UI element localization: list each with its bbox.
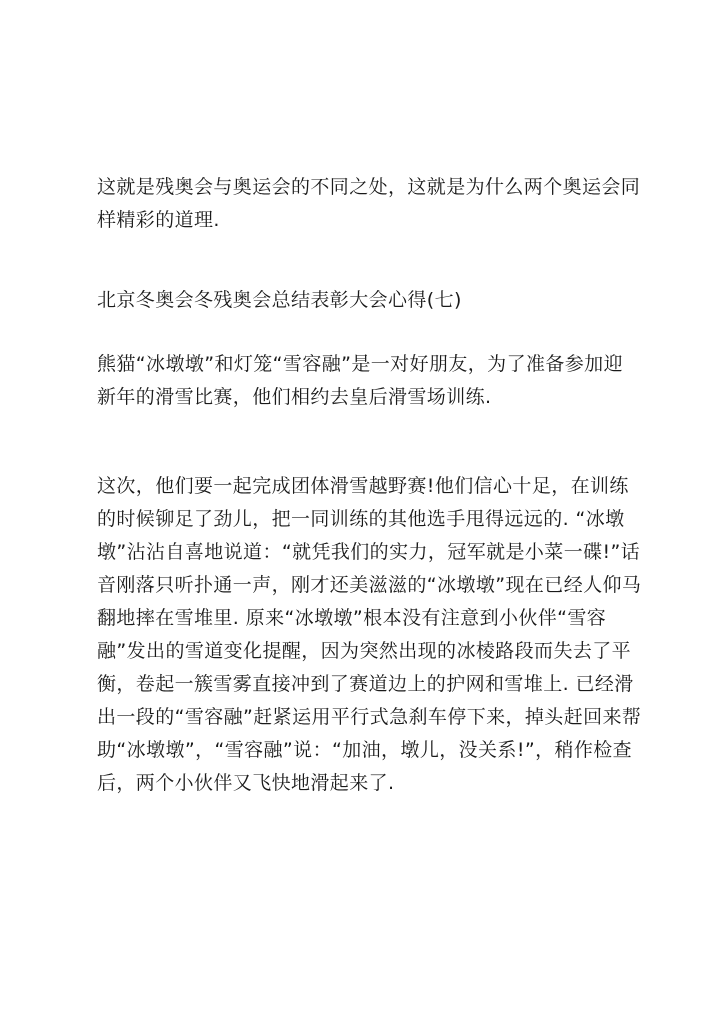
- document-page: [97, 0, 642, 1018]
- paragraph-story: 这次，他们要一起完成团体滑雪越野赛!他们信心十足，在训练的时候铆足了劲儿，把一同训练的其他选手甩得远远的. “冰墩墩”沾沾自喜地说道：“就凭我们的实力，冠军就是小菜一碟!”话音刚落只听扑通一声，刚才还美滋滋的“冰墩墩”现在已经人仰马翻地摔在雪堆里. 原来“冰墩墩”根本没有注意到小伙伴“雪容融”发出的雪道变化提醒，因为突然出现的冰棱路段而失去了平衡，卷起一簇雪雾直接冲到了赛道边上的护网和雪堆上. 已经滑出一段的“雪容融”赶紧运用平行式急刹车停下来，掉头赶回来帮助“冰墩墩”，“雪容融”说：“加油，墩儿，没关系!”，稍作检查后，两个小伙伴又飞快地滑起来了.: [97, 475, 642, 794]
- paragraph-closing-remark: 这就是残奥会与奥运会的不同之处，这就是为什么两个奥运会同样精彩的道理.: [97, 176, 641, 231]
- paragraph-intro: 熊猫“冰墩墩”和灯笼“雪容融”是一对好朋友，为了准备参加迎新年的滑雪比赛，他们相约去皇后滑雪场训练.: [97, 353, 623, 408]
- section-heading: 北京冬奥会冬残奥会总结表彰大会心得(七): [97, 289, 462, 311]
